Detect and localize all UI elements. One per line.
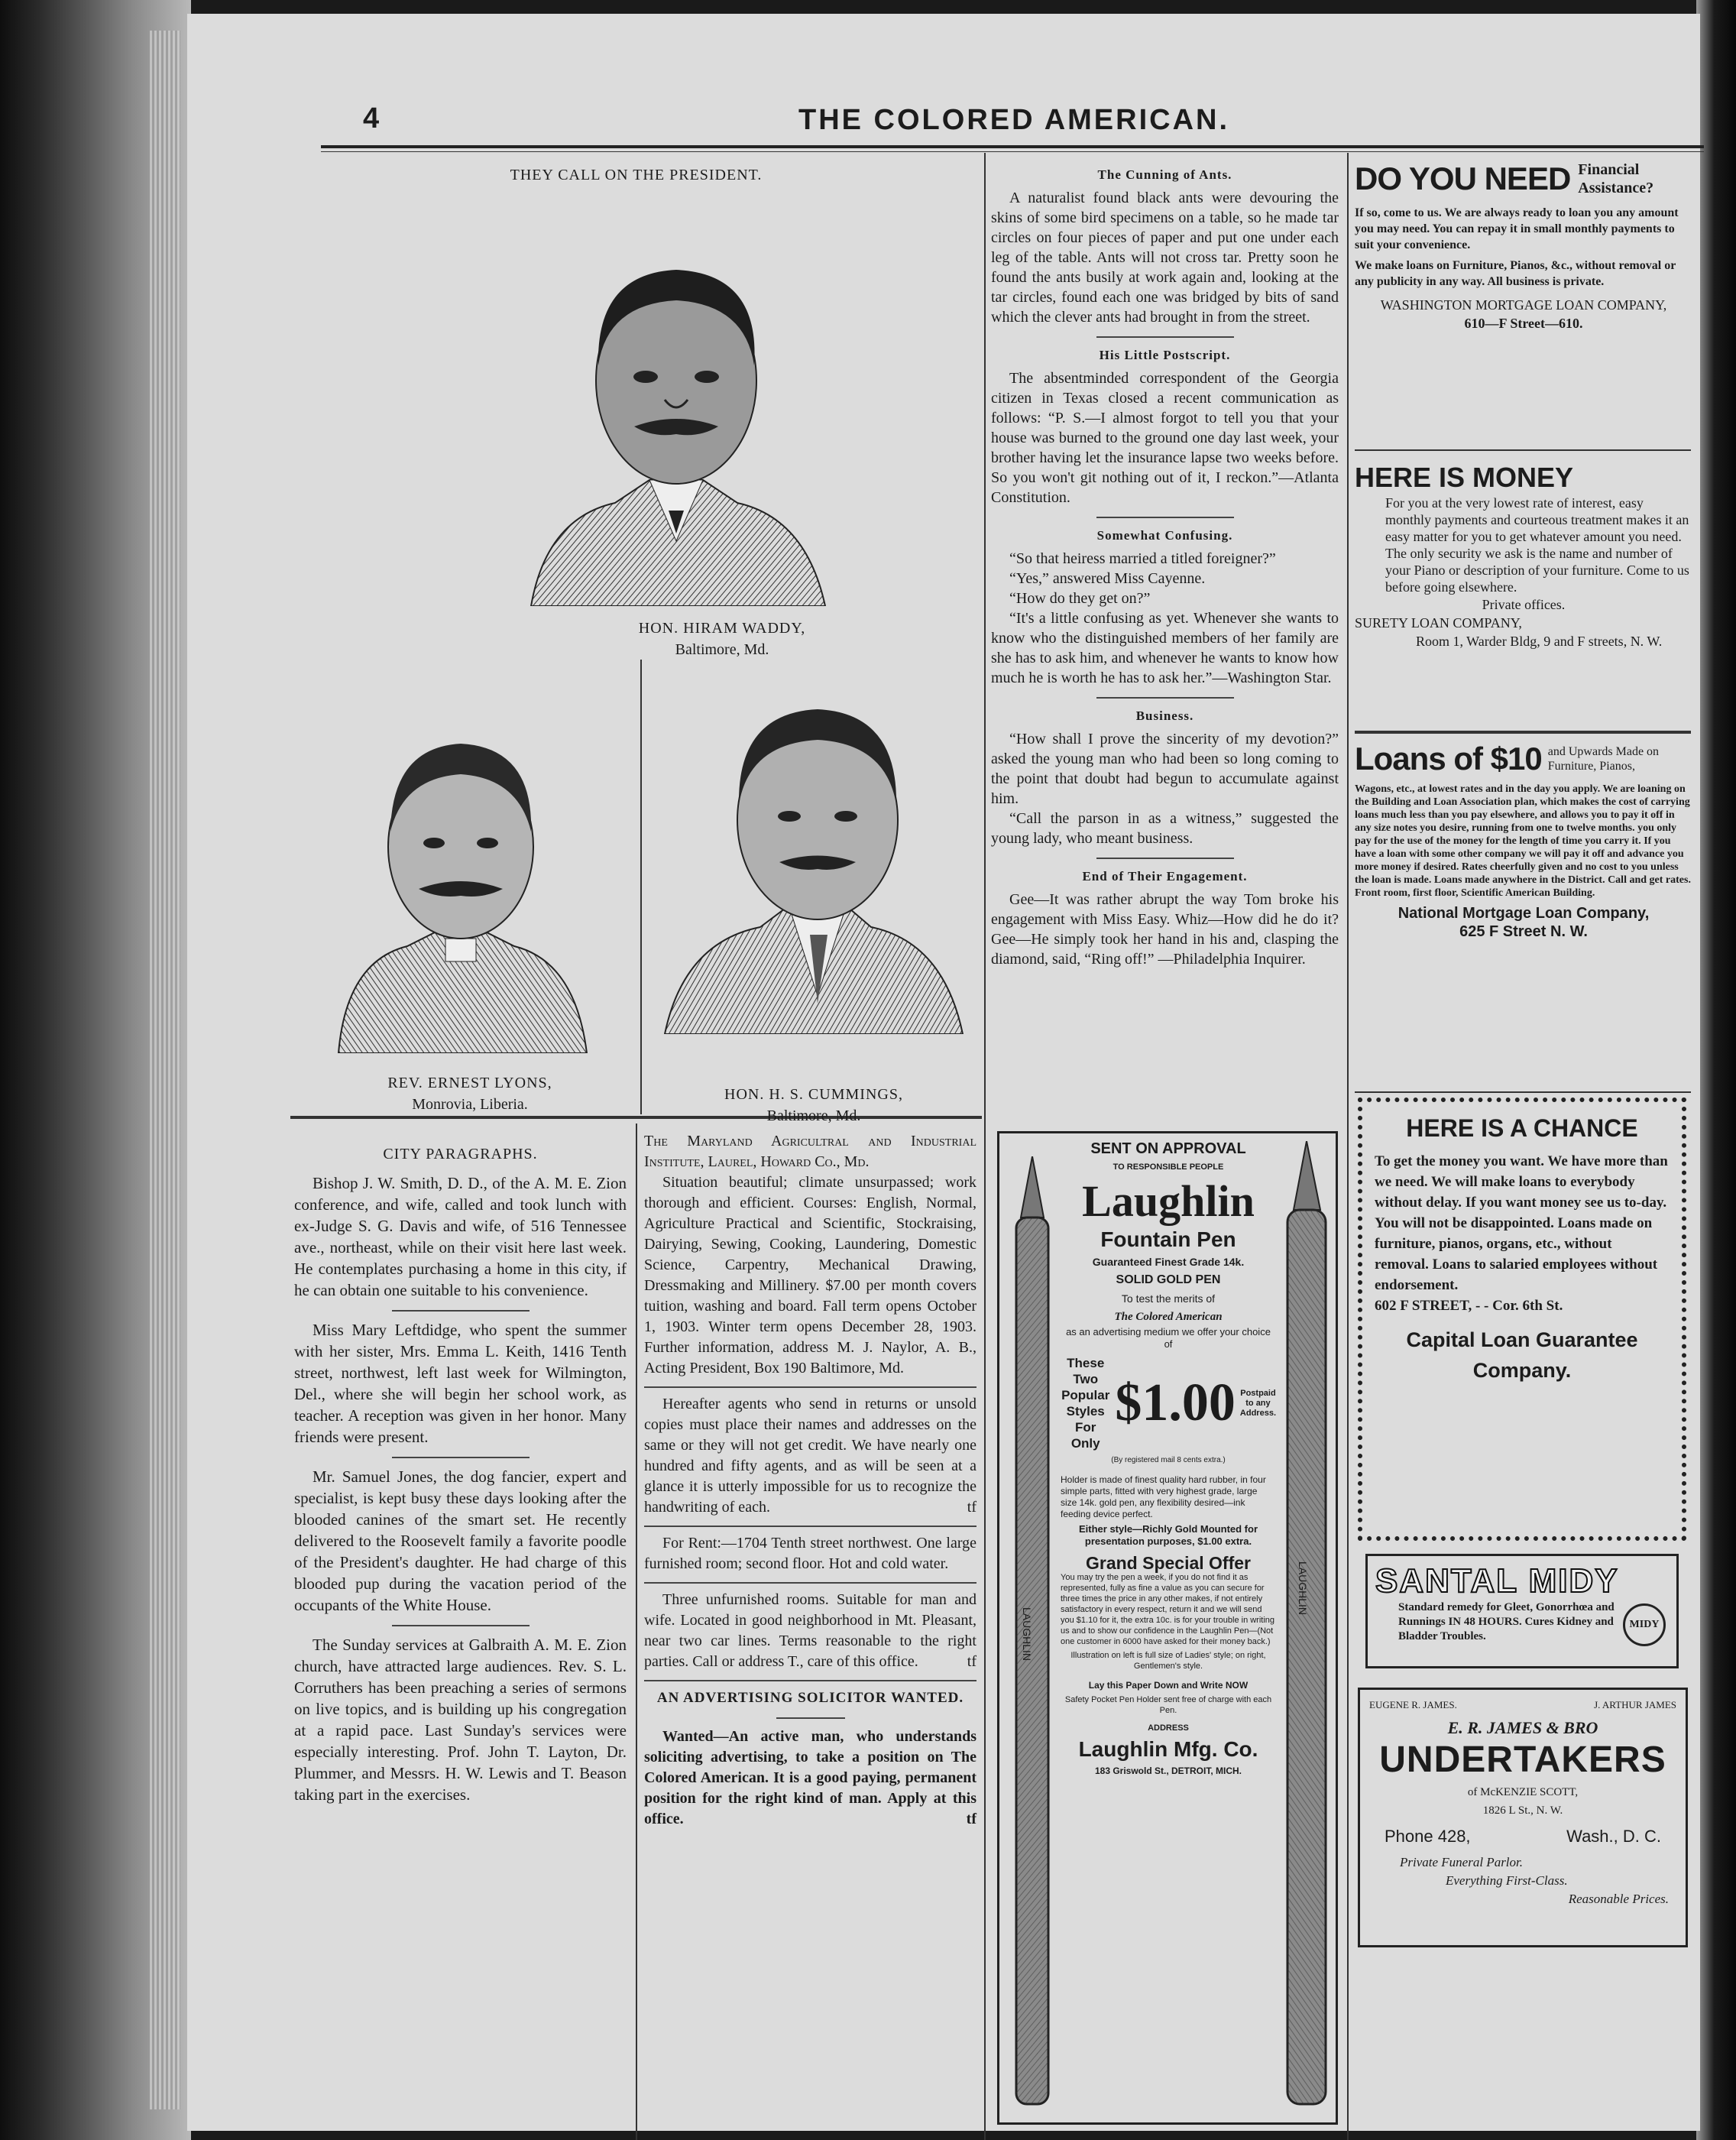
city-paragraphs-title: CITY PARAGRAPHS. [383, 1146, 538, 1162]
page-edges [150, 31, 180, 2109]
und-parlor: Private Funeral Parlor. [1400, 1855, 1524, 1869]
postpaid: Postpaid to any Address. [1239, 1388, 1276, 1418]
price: $1.00 [1115, 1373, 1236, 1432]
chance-company: Capital Loan Guarantee Company. [1406, 1328, 1638, 1382]
paper-name: The Colored American [1114, 1311, 1223, 1323]
laughlin-pen-ad [997, 1131, 1338, 2125]
money-title: HERE IS MONEY [1355, 462, 1574, 493]
fa-body2: We make loans on Furniture, Pianos, &c., without removal or any publicity in any way. All business is private. [1355, 259, 1676, 288]
confusing-line: “Yes,” answered Miss Cayenne. [1009, 570, 1206, 587]
postscript-story: The absentminded correspondent of the Georgia citizen in Texas closed a recent communication as follows: “P. S.—I almost forgot to tell you that your house was burned to the ground one day last week, your brother having let the insurance lapse two weeks before. So you won't git nothing out of it, I reckon.”—Atlanta Constitution. [991, 370, 1339, 506]
caption-cummings [684, 1084, 944, 1127]
caption-lyons-name: REV. ERNEST LYONS, [387, 1075, 552, 1091]
santal-badge: MIDY [1623, 1603, 1666, 1646]
registered-mail: (By registered mail 8 cents extra.) [1111, 1456, 1226, 1464]
ad-divider [1355, 449, 1691, 451]
caption-cummings-name: HON. H. S. CUMMINGS, [724, 1086, 903, 1103]
chance-body: To get the money you want. We have more than we need. We will make loans to everybody without delay. If you want money see us to-day. You will not be disappointed. Loans made on furniture, pianos, organs, etc., without removal. Loans to salaried employees without endorsement. [1375, 1153, 1668, 1293]
portrait-hiram-waddy [516, 205, 837, 606]
rooms-notice [644, 1590, 976, 1672]
santal-body: Standard remedy for Gleet, Gonorrhœa and Runnings IN 48 HOURS. Cures Kidney and Bladder Troubles. [1398, 1601, 1615, 1642]
tf-mark: tf [966, 1811, 976, 1827]
caption-waddy-name: HON. HIRAM WADDY, [638, 620, 806, 637]
solicitor-body-text: Wanted—An active man, who understands soliciting advertising, to take a position on The Colored American. It is a good paying, permanent position for the right kind of man. Apply at this office. [644, 1728, 976, 1827]
ad-divider [1355, 1091, 1691, 1093]
notices-column [644, 1131, 976, 1830]
caption-waddy-place: Baltimore, Md. [675, 641, 769, 658]
loans-company: National Mortgage Loan Company, [1398, 905, 1650, 922]
loans-heading [1355, 738, 1692, 780]
notice-divider [644, 1526, 976, 1527]
here-is-money-ad [1355, 461, 1692, 650]
gents-pen-illustration [1278, 1141, 1336, 2116]
und-address: 1826 L St., N. W. [1482, 1804, 1563, 1817]
city-paragraphs-column [294, 1137, 627, 1805]
und-class: Everything First-Class. [1446, 1873, 1568, 1888]
notice-divider [644, 1582, 976, 1584]
city-paragraph: Bishop J. W. Smith, D. D., of the A. M. E. Zion conference, and wife, called and took lunch with ex-Judge S. G. Davis and wife, of 516 Tennessee ave., northeast, while on their visit here last week. He contemplates purchasing a home in this city, if he can obtain one suitable to his convenience. [294, 1174, 627, 1299]
business-line: “Call the parson in as a witness,” suggested the young lady, who meant business. [991, 810, 1339, 847]
portrait-hs-cummings [653, 675, 974, 1034]
ants-title: The Cunning of Ants. [1097, 167, 1232, 182]
newspaper-title: THE COLORED AMERICAN. [798, 104, 1230, 136]
und-city: Wash., D. C. [1566, 1827, 1661, 1846]
engagement-story: Gee—It was rather abrupt the way Tom broke his engagement with Miss Easy. Whiz—How did he do it? Gee—He simply took her hand in his and, clasping the diamond, said, “Ring off!” —Philadelphia Inquirer. [991, 891, 1339, 968]
und-phone: Phone 428, [1385, 1827, 1471, 1846]
und-of: of McKENZIE SCOTT, [1467, 1786, 1579, 1798]
loans-address: 625 F Street N. W. [1459, 923, 1588, 940]
miscellany-column [991, 159, 1339, 969]
grand-offer-body: You may try the pen a week, if you do not find it as represented, fully as fine a value as you can secure for three times the price in any other makes, if not entirely satisfactory in every respect, return it and we will send you $1.10 for it, the extra 10c. is for your trouble in writing us and to show our confidence in the Laughlin Pen—(Not one customer in 6000 have asked for their money back.) [1061, 1573, 1275, 1646]
fountain-pen: Fountain Pen [1100, 1227, 1236, 1251]
ants-story: A naturalist found black ants were devouring the skins of some bird specimens on a table, so he made tar circles on four pieces of paper and put one under each leg of the table. Ants will not cross tar. Pretty soon he found the ants busily at work again and, looking at the tar circles, found each one was bridged by bits of sand which the clever ants had brought in from the street. [991, 190, 1339, 326]
loans-body: Wagons, etc., at lowest rates and in the day you apply. We are loaning on the Building and Loan Association plan, which makes the cost of carrying loans much less than you pay elsewhere, and allows you to pay it off in any size notes you desire, running from one to twelve months. you only pay for the use of the money for the length of time you carry it. If you have a loan with some other company we will pay it off and advance you more money if desired. Rates cheerfully given and no cost to you unless the loan is made. Loans made anywhere in the District. Call and get rates. Front room, first floor, Scientific American Building. [1355, 783, 1691, 899]
laughlin-ad-body [1061, 1140, 1276, 1780]
book-spine [0, 0, 191, 2140]
portrait-ernest-lyons [323, 702, 598, 1053]
page-number: 4 [363, 102, 380, 135]
illustration-note: Illustration on left is full size of Ladies' style; on right, Gentlemen's style. [1070, 1651, 1266, 1671]
city-paragraph: Miss Mary Leftdidge, who spent the summer with her sister, Mrs. Emma L. Keith, 1416 Tenth street, northwest, left last week for Wilmington, Del., where she will begin her school work, as teacher. A reception was given in her honor. Many friends were present. [294, 1321, 627, 1446]
column-divider [636, 1124, 637, 2140]
fa-heading [1355, 159, 1692, 199]
agents-notice [644, 1394, 976, 1518]
portraits-title: THEY CALL ON THE PRESIDENT. [510, 167, 763, 183]
grand-offer-title: Grand Special Offer [1085, 1553, 1251, 1573]
caption-cummings-place: Baltimore, Md. [766, 1107, 861, 1124]
notice-divider [776, 1717, 845, 1719]
fa-body: If so, come to us. We are always ready to loan you any amount you may need. You can repay it in small monthly payments to suit your convenience. [1355, 206, 1679, 251]
money-address: Room 1, Warder Bldg, 9 and F streets, N. W. [1416, 634, 1663, 649]
pen-label-left: LAUGHLIN [1021, 1607, 1033, 1662]
for-rent-notice: For Rent:—1704 Tenth street northwest. One large furnished room; second floor. Hot and cold water. [644, 1535, 976, 1572]
institute-body: Situation beautiful; climate unsurpassed; work thorough and efficient. Courses: English, Normal, Agriculture Practical and Scientific, Stockraising, Dairying, Sewing, Cooking, Laundering, Domestic Science, Carpentry, Mechanical Drawing, Dressmaking and Millinery. $7.00 per month covers tuition, washing and board. Fall term opens October 1, 1903. Winter term opens December 28, 1903. Further information, address M. J. Naylor, A. B., Acting President, Box 190 Baltimore, Md. [644, 1174, 976, 1376]
fa-address: 610—F Street—610. [1464, 316, 1583, 331]
tf-mark: tf [967, 1653, 976, 1670]
laughlin-brand: Laughlin [1082, 1176, 1255, 1226]
gold-mounted: Either style—Richly Gold Mounted for presentation purposes, $1.00 extra. [1078, 1523, 1258, 1547]
loans-big: Loans of $10 [1355, 741, 1542, 777]
laughlin-street: 183 Griswold St., DETROIT, MICH. [1094, 1765, 1242, 1776]
ad-divider [1355, 731, 1691, 734]
story-divider [1096, 336, 1234, 338]
pen-label-right: LAUGHLIN [1297, 1561, 1309, 1616]
und-phone-row [1369, 1827, 1676, 1846]
und-name-right: J. ARTHUR JAMES [1594, 1699, 1676, 1710]
money-private: Private offices. [1482, 597, 1566, 612]
newspaper-page [187, 14, 1700, 2131]
laughlin-company: Laughlin Mfg. Co. [1078, 1737, 1258, 1761]
notice-divider [644, 1680, 976, 1681]
price-block [1061, 1355, 1276, 1451]
portrait-divider [640, 660, 642, 1114]
test-merits: To test the merits of [1121, 1292, 1216, 1305]
und-prices: Reasonable Prices. [1568, 1892, 1669, 1906]
paragraph-divider [392, 1457, 530, 1458]
confusing-title: Somewhat Confusing. [1096, 528, 1233, 543]
solicitor-title: AN ADVERTISING SOLICITOR WANTED. [656, 1690, 964, 1706]
masthead-rule-thin [321, 151, 1704, 152]
city-paragraph: Mr. Samuel Jones, the dog fancier, expert and specialist, is kept busy these days looking after the blooded canines of the smart set. He recently delivered to the Roosevelt family a favorite poodle of the President's daughter. He had charge of this blooded pup during the vacation period of the occupants of the White House. [294, 1467, 627, 1614]
story-divider [1096, 858, 1234, 859]
business-title: Business. [1135, 708, 1194, 723]
solid-gold: SOLID GOLD PEN [1116, 1273, 1221, 1286]
advertising-medium: as an advertising medium we offer your choice of [1066, 1326, 1271, 1350]
paragraph-divider [392, 1310, 530, 1312]
loans-of-10-ad [1355, 738, 1692, 941]
engagement-title: End of Their Engagement. [1082, 869, 1248, 884]
business-line: “How shall I prove the sincerity of my devotion?” asked the young man who had been so long coming to the point that doubt had begun to accumulate against him. [991, 731, 1339, 807]
confusing-line: “It's a little confusing as yet. Whenever she wants to know who the distinguished members of her family are she has to ask him, and whenever he wants to know how much he is worth he has to ask her.”—Washington Star. [991, 610, 1339, 686]
column-divider [984, 153, 986, 2140]
chance-address: 602 F STREET, - - Cor. 6th St. [1375, 1298, 1563, 1314]
caption-lyons [340, 1072, 600, 1115]
paragraph-divider [392, 1625, 530, 1626]
und-names [1369, 1696, 1676, 1714]
address-label: ADDRESS [1148, 1723, 1189, 1733]
santal-midy-ad [1365, 1554, 1679, 1668]
do-you-need: DO YOU NEED [1355, 160, 1571, 196]
city-paragraph: The Sunday services at Galbraith A. M. E. Zion church, have attracted large audiences. Rev. S. L. Corruthers has been preaching a series of sermons on live topics, and is building up his congregation at a rapid pace. Last Sunday's services were especially interesting. Prof. John T. Layton, Dr. Plummer, and Messrs. H. W. Lewis and T. Beason taking part in the exercises. [294, 1636, 627, 1804]
here-is-a-chance-ad [1358, 1098, 1686, 1541]
santal-title: SANTAL MIDY [1375, 1562, 1619, 1600]
story-divider [1096, 517, 1234, 518]
loans-small: and Upwards Made on Furniture, Pianos, [1547, 745, 1660, 773]
safety-holder: Safety Pocket Pen Holder sent free of charge with each Pen. [1064, 1695, 1272, 1715]
money-company: SURETY LOAN COMPANY, [1355, 615, 1522, 631]
column-divider [1347, 153, 1349, 2140]
two-styles: These Two Popular Styles For Only [1061, 1356, 1110, 1451]
fa-company: WASHINGTON MORTGAGE LOAN COMPANY, [1380, 297, 1667, 313]
caption-lyons-place: Monrovia, Liberia. [412, 1096, 528, 1113]
guarantee: Guaranteed Finest Grade 14k. [1092, 1256, 1245, 1268]
undertakers-ad [1358, 1688, 1688, 1947]
confusing-line: “So that heiress married a titled foreigner?” [1009, 550, 1276, 567]
tf-mark: tf [967, 1499, 976, 1516]
chance-title: HERE IS A CHANCE [1406, 1114, 1638, 1142]
sent-on-approval: SENT ON APPROVAL [1090, 1140, 1246, 1157]
financial-assistance: Financial Assistance? [1578, 161, 1654, 196]
binding-right-edge [1696, 0, 1736, 2140]
holder-desc: Holder is made of finest quality hard rubber, in four simple parts, fitted with very highest grade, large size 14k. gold pen, any flexibility desired—ink feeding device perfect. [1061, 1474, 1266, 1519]
financial-assistance-ad [1355, 159, 1692, 332]
rooms-notice-text: Three unfurnished rooms. Suitable for man and wife. Located in good neighborhood in Mt. Pleasant, near two car lines. Terms reasonable to the right parties. Call or address T., care of this office. [644, 1591, 976, 1670]
und-firm: E. R. JAMES & BRO [1447, 1718, 1598, 1737]
institute-heading: The Maryland Agricultral and Industrial Institute, Laurel, Howard Co., Md. [644, 1133, 976, 1170]
agents-notice-text: Hereafter agents who send in returns or unsold copies must place their names and addresses on the same or they will not get credit. We have nearly one hundred and fifty agents, and as will be seen at a glance it is utterly impossible for us to recognize the handwriting of each. [644, 1396, 976, 1516]
money-body: For you at the very lowest rate of interest, easy monthly payments and courteous treatment makes it an easy matter for you to get whatever amount you need. The only security we ask is the name and number of your Piano or description of your furniture. Come to us before going elsewhere. [1385, 495, 1689, 595]
postscript-title: His Little Postscript. [1099, 348, 1231, 362]
story-divider [1096, 697, 1234, 699]
masthead-rule [321, 145, 1704, 148]
responsible-people: TO RESPONSIBLE PEOPLE [1113, 1162, 1224, 1172]
notice-divider [644, 1386, 976, 1388]
caption-waddy [592, 618, 852, 660]
write-now: Lay this Paper Down and Write NOW [1088, 1680, 1249, 1691]
solicitor-body [644, 1727, 976, 1830]
und-title: UNDERTAKERS [1379, 1740, 1666, 1780]
confusing-line: “How do they get on?” [1009, 590, 1151, 607]
und-name-left: EUGENE R. JAMES. [1369, 1699, 1457, 1710]
